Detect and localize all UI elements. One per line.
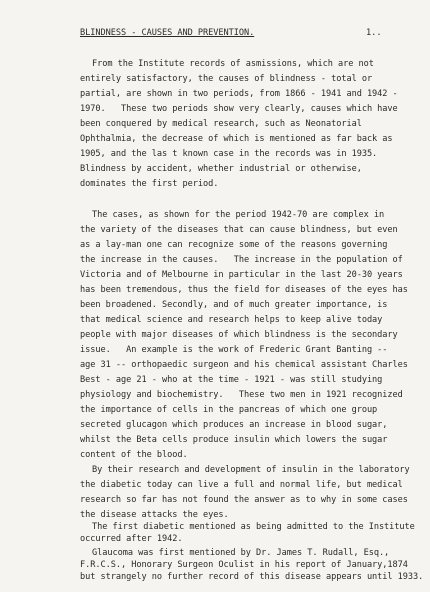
text-line: people with major diseases of which blindness is the secondary (80, 330, 398, 340)
text-line: that medical science and research helps to keep alive today (80, 315, 383, 325)
text-line: issue. An example is the work of Frederic Grant Banting -- (80, 345, 388, 355)
text-line: dominates the first period. (80, 179, 219, 189)
text-line: the disease attacks the eyes. (80, 510, 229, 520)
text-line: partial, are shown in two periods, from 1866 - 1941 and 1942 - (80, 89, 398, 99)
text-line: By their research and development of insulin in the laboratory (92, 465, 410, 475)
text-line: The cases, as shown for the period 1942-70 are complex in (92, 210, 385, 220)
text-line: Ophthalmia, the decrease of which is mentioned as far back as (80, 134, 393, 144)
text-line: Victoria and of Melbourne in particular in the last 20-30 years (80, 270, 403, 280)
text-line: been conquered by medical research, such as Neonatorial (80, 119, 362, 129)
text-line: Glaucoma was first mentioned by Dr. James T. Rudall, Esq., (92, 548, 390, 558)
text-line: F.R.C.S., Honorary Surgeon Oculist in his report of January,1874 (80, 560, 408, 570)
text-line: age 31 -- orthopaedic surgeon and his chemical assistant Charles (80, 360, 408, 370)
text-line: has been tremendous, thus the field for diseases of the eyes has (80, 285, 408, 295)
text-line: 1905, and the las t known case in the records was in 1935. (80, 149, 378, 159)
text-line: whilst the Beta cells produce insulin which lowers the sugar (80, 435, 388, 445)
text-line: entirely satisfactory, the causes of blindness - total or (80, 74, 373, 84)
text-line: occurred after 1942. (80, 534, 183, 544)
text-line: as a lay-man one can recognize some of the reasons governing (80, 240, 388, 250)
text-line: but strangely no further record of this disease appears until 1933. (80, 572, 424, 582)
text-line: Blindness by accident, whether industrial or otherwise, (80, 164, 362, 174)
text-line: the increase in the causes. The increase in the population of (80, 255, 403, 265)
text-line: content of the blood. (80, 450, 188, 460)
page-title: BLINDNESS - CAUSES AND PREVENTION. (80, 28, 255, 38)
text-line: been broadened. Secondly, and of much greater importance, is (80, 300, 388, 310)
page-number: 1.. (366, 28, 382, 38)
text-line: research so far has not found the answer as to why in some cases (80, 495, 408, 505)
text-line: 1970. These two periods show very clearly, causes which have (80, 104, 398, 114)
text-line: From the Institute records of asmissions, which are not (92, 59, 374, 69)
text-line: the diabetic today can live a full and normal life, but medical (80, 480, 403, 490)
text-line: the importance of cells in the pancreas of which one group (80, 405, 378, 415)
text-line: physiology and biochemistry. These two men in 1921 recognized (80, 390, 403, 400)
text-line: secreted glucagon which produces an increase in blood sugar, (80, 420, 388, 430)
text-line: The first diabetic mentioned as being admitted to the Institute (92, 522, 415, 532)
text-line: Best - age 21 - who at the time - 1921 - was still studying (80, 375, 383, 385)
text-line: the variety of the diseases that can cause blindness, but even (80, 225, 398, 235)
